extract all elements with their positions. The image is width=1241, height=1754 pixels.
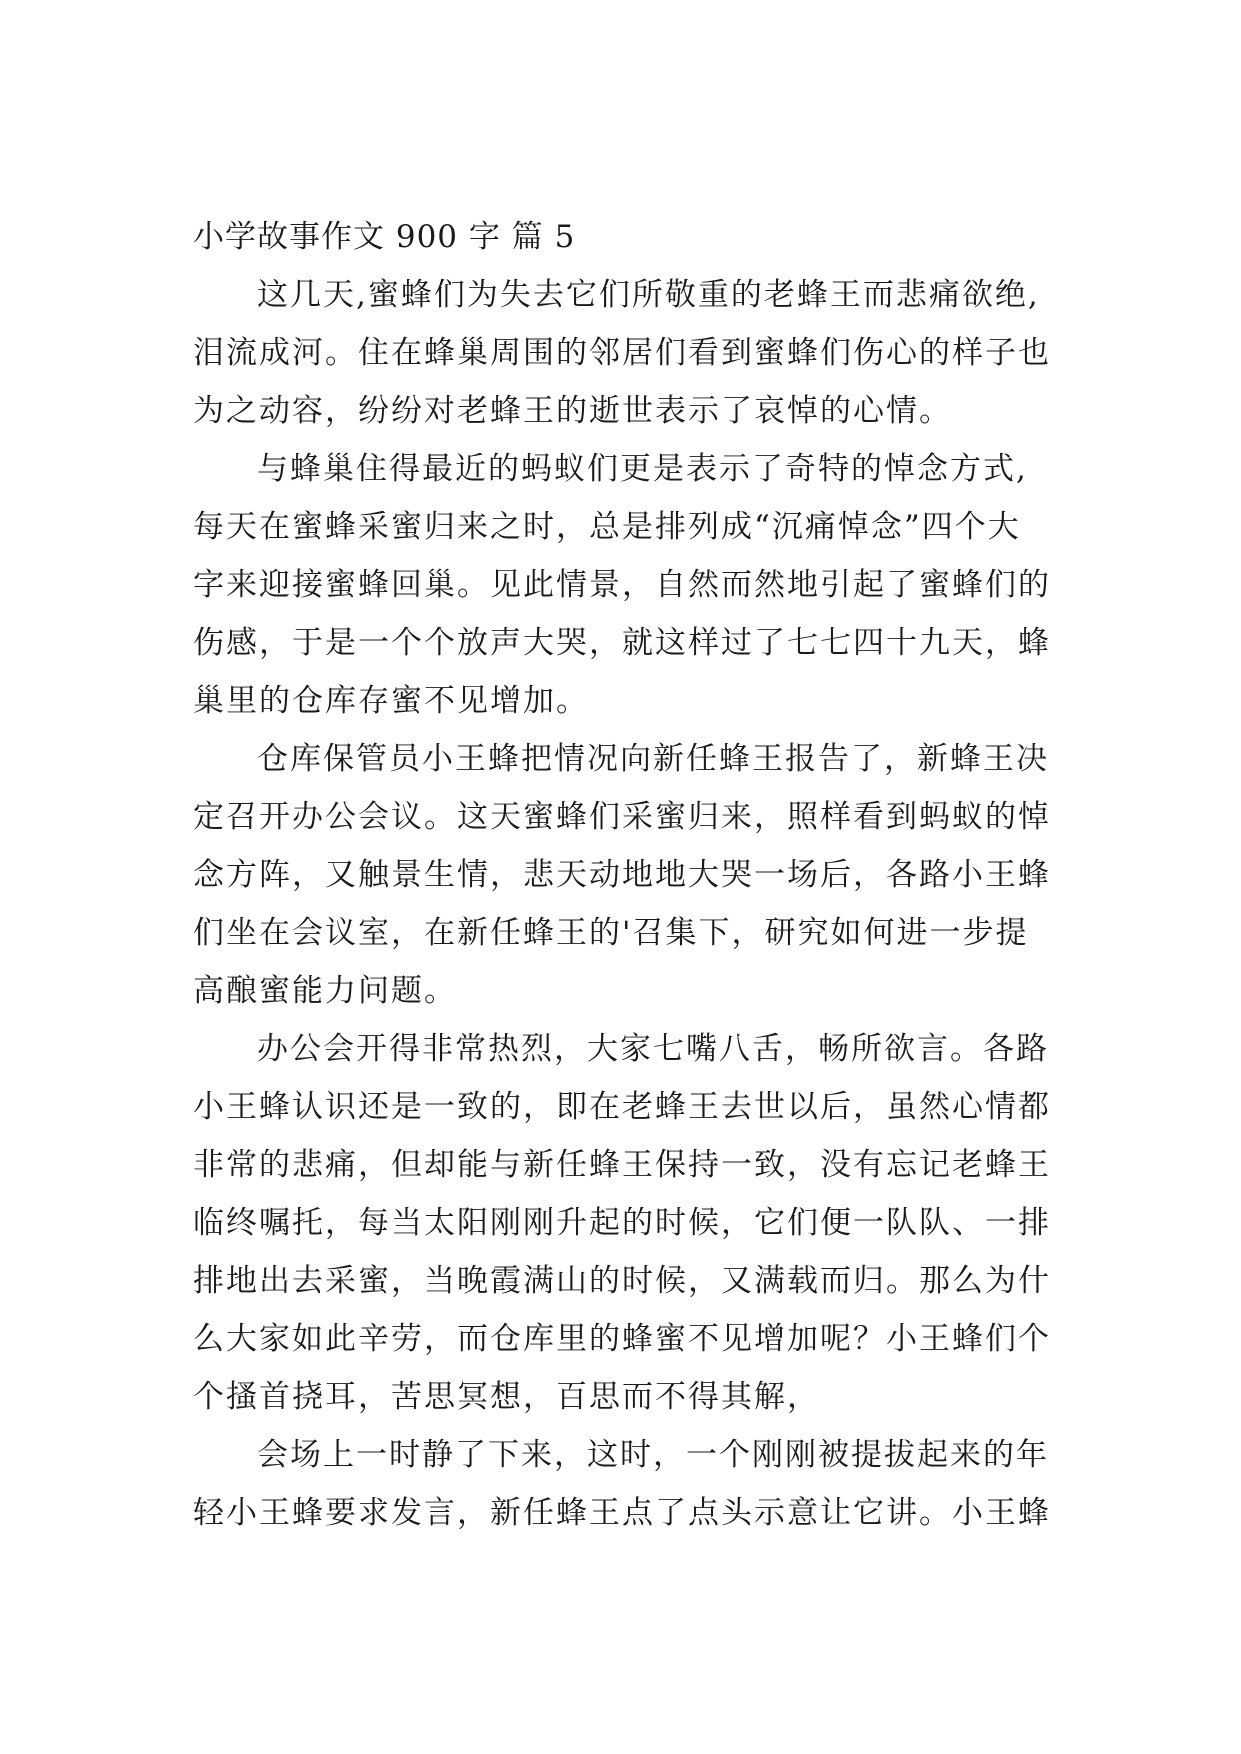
paragraph-line: 小王蜂认识还是一致的，即在老蜂王去世以后，虽然心情都 xyxy=(193,1089,1051,1125)
paragraph-line: 们坐在会议室，在新任蜂王的'召集下，研究如何进一步提 xyxy=(193,915,1029,951)
paragraph-line: 临终嘱托，每当太阳刚刚升起的时候，它们便一队队、一排 xyxy=(193,1205,1051,1241)
paragraph xyxy=(193,440,1053,730)
paragraph-line: 么大家如此辛劳，而仓库里的蜂蜜不见增加呢？小王蜂们个 xyxy=(193,1321,1051,1357)
paragraph-line: 办公会开得非常热烈，大家七嘴八舌，畅所欲言。各路 xyxy=(257,1031,1049,1067)
paragraph-line: 仓库保管员小王蜂把情况向新任蜂王报告了，新蜂王决 xyxy=(257,741,1049,777)
paragraph-list xyxy=(193,266,1053,1542)
paragraph-line: 为之动容，纷纷对老蜂王的逝世表示了哀悼的心情。 xyxy=(193,393,952,429)
paragraph-line: 与蜂巢住得最近的蚂蚁们更是表示了奇特的悼念方式, xyxy=(257,451,1028,487)
document-heading: 小学故事作文 900 字 篇 5 xyxy=(193,219,576,255)
paragraph xyxy=(193,730,1053,1020)
paragraph-line: 巢里的仓库存蜜不见增加。 xyxy=(193,683,589,719)
paragraph-line: 轻小王蜂要求发言，新任蜂王点了点头示意让它讲。小王蜂 xyxy=(193,1495,1051,1531)
paragraph xyxy=(193,266,1053,440)
paragraph xyxy=(193,1426,1053,1542)
paragraph xyxy=(193,1020,1053,1426)
paragraph-line: 会场上一时静了下来，这时，一个刚刚被提拔起来的年 xyxy=(257,1437,1049,1473)
paragraph-line: 泪流成河。住在蜂巢周围的邻居们看到蜜蜂们伤心的样子也 xyxy=(193,335,1051,371)
paragraph-line: 每天在蜜蜂采蜜归来之时，总是排列成“沉痛悼念”四个大 xyxy=(193,509,1021,545)
paragraph-line: 这几天,蜜蜂们为失去它们所敬重的老蜂王而悲痛欲绝, xyxy=(257,277,1040,313)
paragraph-line: 念方阵，又触景生情，悲天动地地大哭一场后，各路小王蜂 xyxy=(193,857,1051,893)
paragraph-line: 排地出去采蜜，当晚霞满山的时候，又满载而归。那么为什 xyxy=(193,1263,1051,1299)
paragraph-line: 伤感，于是一个个放声大哭，就这样过了七七四十九天，蜂 xyxy=(193,625,1051,661)
paragraph-line: 非常的悲痛，但却能与新任蜂王保持一致，没有忘记老蜂王 xyxy=(193,1147,1051,1183)
paragraph-line: 定召开办公会议。这天蜜蜂们采蜜归来，照样看到蚂蚁的悼 xyxy=(193,799,1051,835)
paragraph-line: 字来迎接蜜蜂回巢。见此情景，自然而然地引起了蜜蜂们的 xyxy=(193,567,1051,603)
document-body xyxy=(193,208,1053,1542)
paragraph-line: 个搔首挠耳，苦思冥想，百思而不得其解， xyxy=(193,1379,820,1415)
paragraph-line: 高酿蜜能力问题。 xyxy=(193,973,457,1009)
